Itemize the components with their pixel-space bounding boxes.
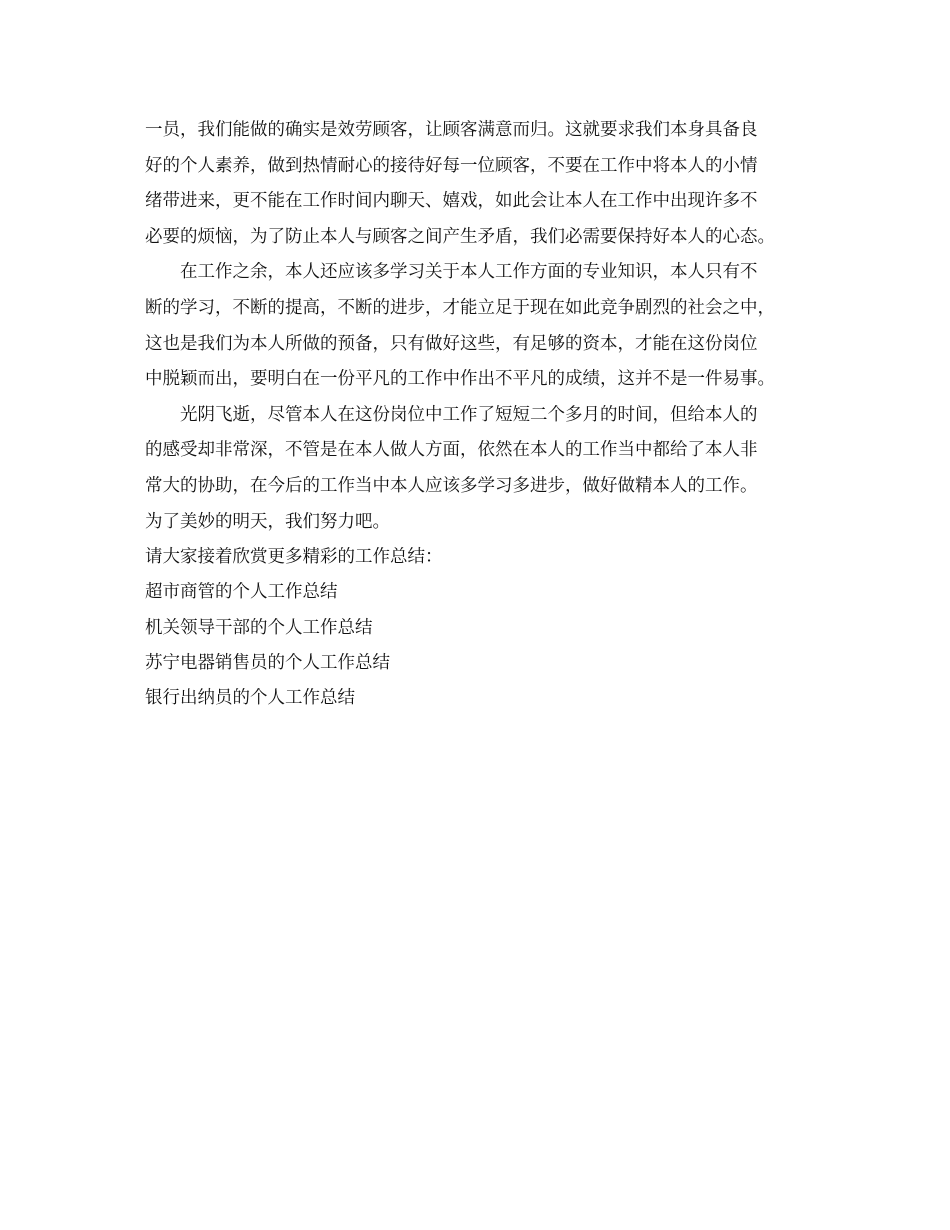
- related-link-government-cadre[interactable]: 机关领导干部的个人工作总结: [145, 617, 373, 638]
- more-summaries-prompt: 请大家接着欣赏更多精彩的工作总结：: [145, 547, 443, 568]
- paragraph-line: 光阴飞逝，尽管本人在这份岗位中工作了短短二个多月的时间，但给本人的: [145, 404, 758, 425]
- paragraph-line: 断的学习，不断的提高，不断的进步，才能立足于现在如此竞争剧烈的社会之中，: [145, 297, 775, 318]
- paragraph-line: 好的个人素养，做到热情耐心的接待好每一位顾客，不要在工作中将本人的小情: [145, 155, 758, 176]
- paragraph-line: 绪带进来，更不能在工作时间内聊天、嬉戏，如此会让本人在工作中出现许多不: [145, 191, 758, 212]
- related-link-supermarket[interactable]: 超市商管的个人工作总结: [145, 582, 338, 603]
- paragraph-line: 一员，我们能做的确实是效劳顾客，让顾客满意而归。这就要求我们本身具备良: [145, 120, 758, 140]
- paragraph-line: 中脱颖而出，要明白在一份平凡的工作中作出不平凡的成绩，这并不是一件易事。: [145, 369, 775, 390]
- related-link-suning-salesperson[interactable]: 苏宁电器销售员的个人工作总结: [145, 652, 390, 673]
- related-link-bank-teller[interactable]: 银行出纳员的个人工作总结: [145, 687, 355, 708]
- paragraph-line: 这也是我们为本人所做的预备，只有做好这些，有足够的资本，才能在这份岗位: [145, 333, 758, 354]
- paragraph-line: 常大的协助，在今后的工作当中本人应该多学习多进步，做好做精本人的工作。: [145, 475, 758, 496]
- paragraph-line: 的感受却非常深，不管是在本人做人方面，依然在本人的工作当中都给了本人非: [145, 440, 758, 461]
- paragraph-line: 必要的烦恼，为了防止本人与顾客之间产生矛盾，我们必需要保持好本人的心态。: [145, 226, 775, 247]
- paragraph-line: 为了美妙的明天，我们努力吧。: [145, 511, 390, 532]
- document-body: [145, 113, 805, 716]
- paragraph-line: 在工作之余，本人还应该多学习关于本人工作方面的专业知识，本人只有不: [145, 262, 758, 283]
